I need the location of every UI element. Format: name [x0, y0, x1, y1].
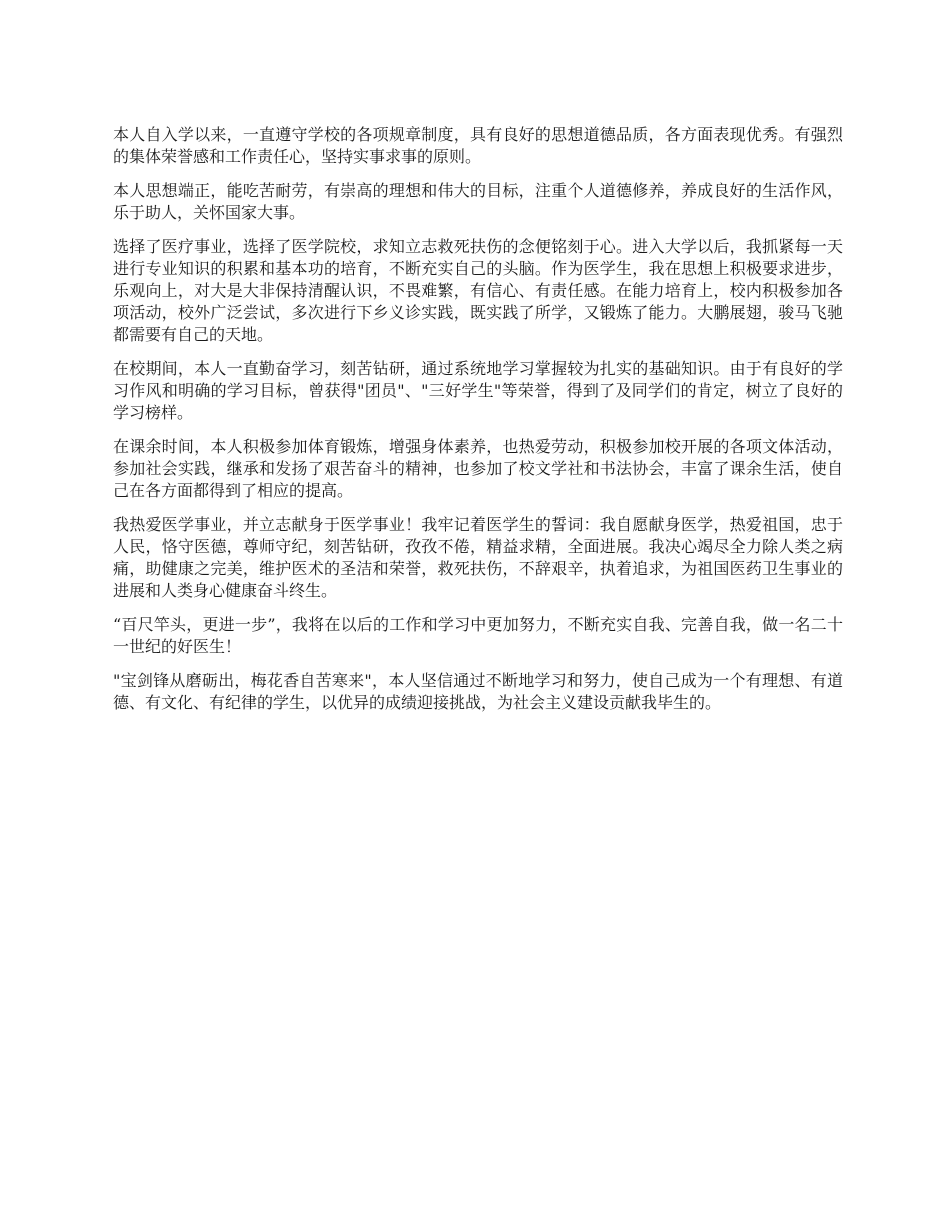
document-page [113, 124, 843, 726]
paragraph-4: 在校期间，本人一直勤奋学习，刻苦钻研，通过系统地学习掌握较为扎实的基础知识。由于有良好的学习作风和明确的学习目标，曾获得"团员"、"三好学生"等荣誉，得到了及同学们的肯定，树立了良好的学习榜样。 [113, 359, 843, 422]
paragraph-1: 本人自入学以来，一直遵守学校的各项规章制度，具有良好的思想道德品质，各方面表现优秀。有强烈的集体荣誉感和工作责任心，坚持实事求事的原则。 [113, 125, 843, 166]
paragraph-5: 在课余时间，本人积极参加体育锻炼，增强身体素养，也热爱劳动，积极参加校开展的各项文体活动，参加社会实践，继承和发扬了艰苦奋斗的精神，也参加了校文学社和书法协会，丰富了课余生活，使自己在各方面都得到了相应的提高。 [113, 437, 843, 500]
paragraph-6: 我热爱医学事业，并立志献身于医学事业！我牢记着医学生的誓词：我自愿献身医学，热爱祖国，忠于人民，恪守医德，尊师守纪，刻苦钻研，孜孜不倦，精益求精，全面进展。我决心竭尽全力除人类之病痛，助健康之完美，维护医术的圣洁和荣誉，救死扶伤，不辞艰辛，执着追求，为祖国医药卫生事业的进展和人类身心健康奋斗终生。 [113, 515, 843, 600]
paragraph-3: 选择了医疗事业，选择了医学院校，求知立志救死扶伤的念便铭刻于心。进入大学以后，我抓紧每一天进行专业知识的积累和基本功的培育，不断充实自己的头脑。作为医学生，我在思想上积极要求进步，乐观向上，对大是大非保持清醒认识，不畏难繁，有信心、有责任感。在能力培育上，校内积极参加各项活动，校外广泛尝试，多次进行下乡义诊实践，既实践了所学，又锻炼了能力。大鹏展翅，骏马飞驰都需要有自己的天地。 [113, 237, 843, 344]
paragraph-8: "宝剑锋从磨砺出，梅花香自苦寒来"，本人坚信通过不断地学习和努力，使自己成为一个有理想、有道德、有文化、有纪律的学生，以优异的成绩迎接挑战，为社会主义建设贡献我毕生的。 [113, 671, 843, 712]
paragraph-2: 本人思想端正，能吃苦耐劳，有崇高的理想和伟大的目标，注重个人道德修养，养成良好的生活作风，乐于助人，关怀国家大事。 [113, 181, 843, 222]
paragraph-7: “百尺竿头，更进一步”，我将在以后的工作和学习中更加努力，不断充实自我、完善自我，做一名二十一世纪的好医生！ [113, 615, 843, 656]
